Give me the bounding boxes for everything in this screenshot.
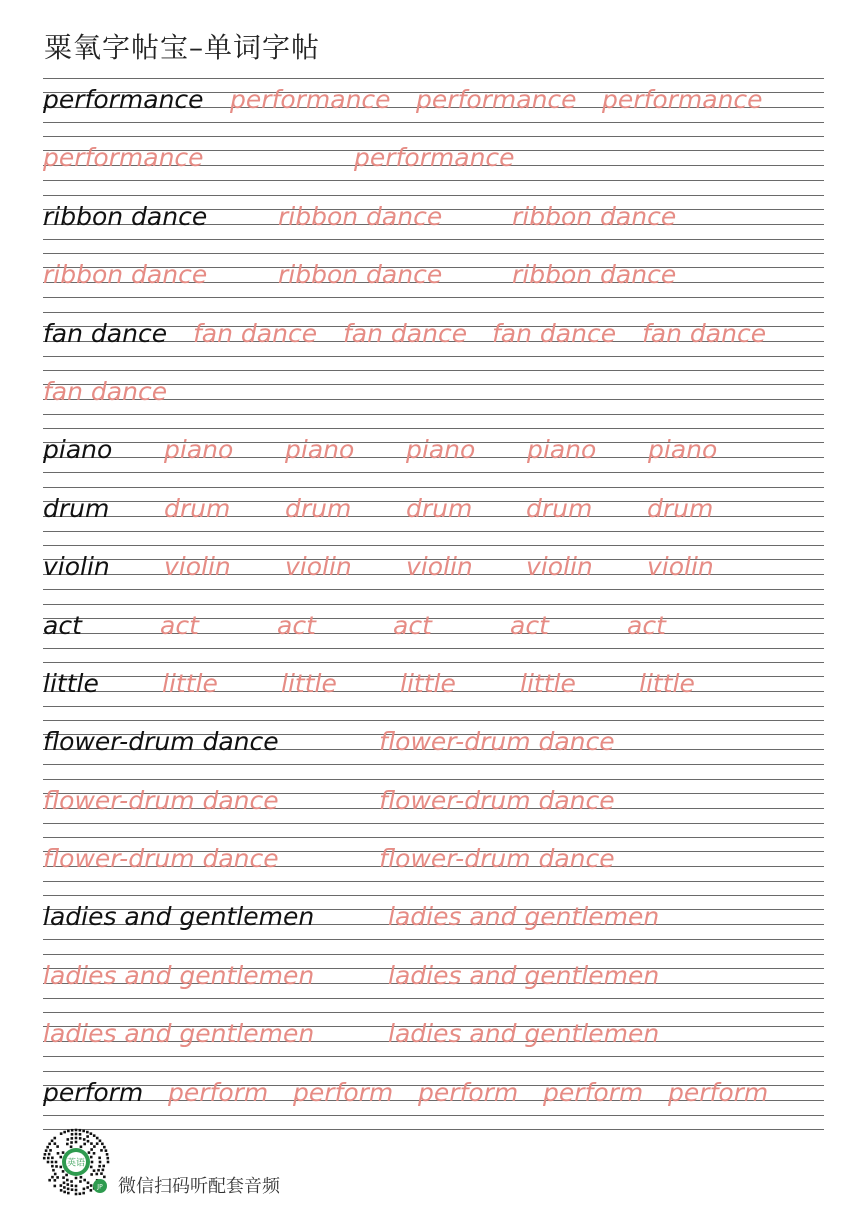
practice-row [43,428,824,486]
trace-word: drum [406,493,473,523]
rule-line [43,1071,824,1072]
trace-word: violin [285,552,352,582]
trace-word: fan dance [492,318,617,348]
qr-dot [95,1173,98,1176]
trace-word: drum [526,493,593,523]
trace-word: performance [602,85,763,114]
qr-dot [45,1149,48,1152]
qr-dot [71,1137,74,1140]
trace-word: act [160,610,199,640]
rule-line [43,954,824,955]
rule-line [43,78,824,79]
trace-word: ladies and gentlemen [388,902,660,932]
rule-line [43,487,824,488]
practice-row [43,1071,824,1129]
qr-dot [107,1161,110,1164]
qr-dot [51,1165,54,1168]
qr-dot [63,1131,66,1134]
trace-word: performance [354,143,515,173]
model-word: piano [43,435,113,465]
qr-dot [63,1191,66,1194]
qr-dot [55,1165,58,1168]
trace-word: little [281,668,337,698]
trace-word: flower-drum dance [379,844,615,874]
footer-caption: 微信扫码听配套音频 [118,1176,280,1197]
qr-dot [71,1129,74,1132]
trace-word: drum [164,493,231,523]
qr-dot [48,1153,51,1156]
qr-dot [96,1142,99,1145]
trace-word: performance [43,143,204,173]
rule-line [43,662,824,663]
qr-dot [51,1161,54,1164]
row-words [43,551,824,591]
qr-dot [43,1157,46,1160]
qr-dot [98,1157,101,1160]
trace-word: perform [543,1077,644,1107]
qr-dot [62,1170,65,1173]
qr-dot [48,1179,51,1182]
trace-word: act [510,610,549,640]
row-words [43,1077,824,1117]
qr-dot [98,1165,101,1168]
qr-code-icon[interactable] [40,1126,112,1198]
trace-word: ladies and gentlemen [388,960,660,990]
practice-row [43,954,824,1012]
qr-dot [44,1153,47,1156]
qr-dot [66,1183,69,1186]
qr-dot [79,1192,82,1195]
qr-dot [63,1186,66,1189]
trace-word: ladies and gentlemen [388,1019,660,1049]
row-words [43,726,824,766]
trace-word: perform [293,1077,394,1107]
trace-word: performance [416,85,577,114]
qr-dot [99,1161,102,1164]
qr-dot [88,1151,91,1154]
model-word: act [43,610,82,640]
qr-dot [75,1133,78,1136]
qr-dot [90,1142,93,1145]
qr-dot [53,1185,56,1188]
page-title: 粟氧字帖宝–单词字帖 [44,31,321,64]
practice-row [43,78,824,136]
qr-dot [90,1166,93,1169]
qr-dot [53,1137,56,1140]
footer [40,1126,440,1202]
qr-dot [79,1129,82,1132]
qr-dot [100,1172,103,1175]
qr-dot [66,1143,69,1146]
qr-dot [55,1161,58,1164]
qr-dot [60,1132,63,1135]
practice-row [43,370,824,428]
trace-word: piano [406,435,476,465]
trace-word: perform [418,1077,519,1107]
qr-dot [63,1181,66,1184]
row-words [43,376,824,416]
trace-word: violin [647,552,714,582]
row-words [43,434,824,474]
qr-dot [82,1130,85,1133]
qr-dot [87,1181,90,1184]
row-words [43,259,824,299]
rule-line [43,253,824,254]
row-words [43,785,824,825]
row-words [43,610,824,650]
model-word: drum [43,493,110,523]
model-word: fan dance [43,318,168,348]
qr-dot [102,1165,105,1168]
practice-row [43,487,824,545]
trace-word: act [277,610,316,640]
qr-dot [93,1152,96,1155]
qr-small-logo-text: JP [97,1183,103,1191]
qr-dot [83,1143,86,1146]
practice-row [43,662,824,720]
qr-dot [103,1176,106,1179]
trace-word: piano [527,435,597,465]
qr-dot [47,1157,50,1160]
qr-dot [90,1156,93,1159]
qr-dot [56,1145,59,1148]
trace-word: ladies and gentlemen [43,960,315,990]
qr-dot [46,1146,49,1149]
row-words [43,493,824,533]
qr-dot [67,1188,70,1191]
trace-word: fan dance [642,318,767,348]
qr-dot [51,1157,54,1160]
qr-dot [48,1143,51,1146]
rule-line [43,837,824,838]
qr-dot [70,1180,73,1183]
trace-word: piano [285,435,355,465]
qr-dot [71,1133,74,1136]
trace-word: little [162,668,218,698]
rule-line [43,136,824,137]
qr-dot [106,1153,109,1156]
trace-word: ribbon dance [512,260,677,290]
qr-dot [51,1139,54,1142]
qr-dot [56,1176,59,1179]
model-word: ladies and gentlemen [43,902,315,932]
practice-row [43,720,824,778]
trace-word: drum [285,493,352,523]
trace-word: little [639,668,695,698]
model-word: little [43,668,99,698]
qr-dot [57,1152,60,1155]
row-words [43,142,824,182]
qr-dot [100,1149,103,1152]
row-words [43,318,824,358]
rule-line [43,370,824,371]
trace-word: flower-drum dance [43,785,279,815]
qr-dot [101,1143,104,1146]
qr-dot [80,1145,83,1148]
qr-dot [54,1142,57,1145]
qr-dot [54,1179,57,1182]
qr-dot [106,1157,109,1160]
trace-word: flower-drum dance [379,785,615,815]
qr-dot [83,1138,86,1141]
qr-dot [82,1192,85,1195]
qr-dot [79,1137,82,1140]
trace-word: fan dance [43,376,168,406]
qr-dot [54,1173,57,1176]
trace-word: violin [406,552,473,582]
rule-line [43,720,824,721]
trace-word: perform [168,1077,269,1107]
practice-row [43,837,824,895]
row-words [43,843,824,883]
trace-word: fan dance [193,318,318,348]
trace-word: flower-drum dance [43,844,279,874]
row-words [43,84,824,124]
qr-dot [105,1149,108,1152]
model-word: perform [43,1077,144,1107]
model-word: ribbon dance [43,201,208,231]
trace-word: ribbon dance [278,260,443,290]
qr-dot [93,1145,96,1148]
qr-dot [62,1176,65,1179]
qr-dot [71,1188,74,1191]
trace-word: violin [164,552,231,582]
trace-word: little [400,668,456,698]
qr-dot [67,1192,70,1195]
trace-word: ribbon dance [43,260,208,290]
practice-row [43,545,824,603]
trace-word: ladies and gentlemen [43,1019,315,1049]
qr-dot [65,1174,68,1177]
qr-dot [86,1131,89,1134]
qr-dot [99,1139,102,1142]
practice-row [43,895,824,953]
trace-word: little [520,668,576,698]
qr-dot [87,1140,90,1143]
qr-dot [60,1189,63,1192]
trace-word: act [393,610,432,640]
trace-word: ribbon dance [278,201,443,231]
qr-dot [49,1149,52,1152]
qr-dot [71,1184,74,1187]
qr-dot [91,1161,94,1164]
rule-line [43,195,824,196]
qr-dot [90,1148,93,1151]
practice-row [43,604,824,662]
trace-word: drum [647,493,714,523]
qr-dot [62,1151,65,1154]
row-words [43,201,824,241]
qr-dot [93,1134,96,1137]
qr-dot [75,1177,78,1180]
practice-row [43,779,824,837]
qr-dot [80,1176,83,1179]
row-words [43,1018,824,1058]
qr-dot [103,1146,106,1149]
qr-dot [59,1156,62,1159]
qr-dot [86,1135,89,1138]
qr-dot [60,1184,63,1187]
trace-word: ribbon dance [512,201,677,231]
qr-dot [70,1141,73,1144]
trace-word: fan dance [343,318,468,348]
practice-row [43,136,824,194]
qr-dot [83,1188,86,1191]
row-words [43,668,824,708]
trace-word: violin [526,552,593,582]
rule-line [43,545,824,546]
practice-row [43,195,824,253]
qr-dot [90,1189,93,1192]
qr-dot [86,1186,89,1189]
qr-dot [75,1189,78,1192]
qr-badge-text: 英语 [66,1158,86,1169]
qr-dot [75,1193,78,1196]
qr-dot [79,1180,82,1183]
qr-dot [66,1179,69,1182]
qr-dot [67,1130,70,1133]
trace-word: performance [230,85,391,114]
rule-line [43,312,824,313]
handwriting-sheet [43,78,824,1129]
trace-word: perform [668,1077,769,1107]
qr-dot [75,1129,78,1132]
qr-dot [51,1176,54,1179]
qr-dot [52,1169,55,1172]
practice-row [43,312,824,370]
qr-dot [75,1185,78,1188]
qr-dot [79,1133,82,1136]
qr-dot [90,1173,93,1176]
qr-dot [93,1169,96,1172]
qr-dot [59,1166,62,1169]
rule-line [43,895,824,896]
rule-line [43,428,824,429]
qr-dot [70,1145,73,1148]
qr-dot [90,1184,93,1187]
qr-dot [96,1137,99,1140]
qr-dot [102,1169,105,1172]
practice-row [43,1012,824,1070]
model-word: flower-drum dance [43,727,279,757]
model-word: violin [43,552,110,582]
qr-dot [47,1161,50,1164]
rule-line [43,1012,824,1013]
trace-word: piano [648,435,718,465]
qr-dot [97,1169,100,1172]
row-words [43,901,824,941]
rule-line [43,779,824,780]
practice-row [43,253,824,311]
trace-word: flower-drum dance [379,727,615,757]
qr-dot [75,1141,78,1144]
qr-dot [66,1138,69,1141]
rule-line [43,604,824,605]
model-word: performance [43,85,204,114]
qr-dot [90,1132,93,1135]
row-words [43,960,824,1000]
qr-dot [75,1137,78,1140]
qr-dot [83,1179,86,1182]
trace-word: piano [164,435,234,465]
trace-word: act [627,610,666,640]
